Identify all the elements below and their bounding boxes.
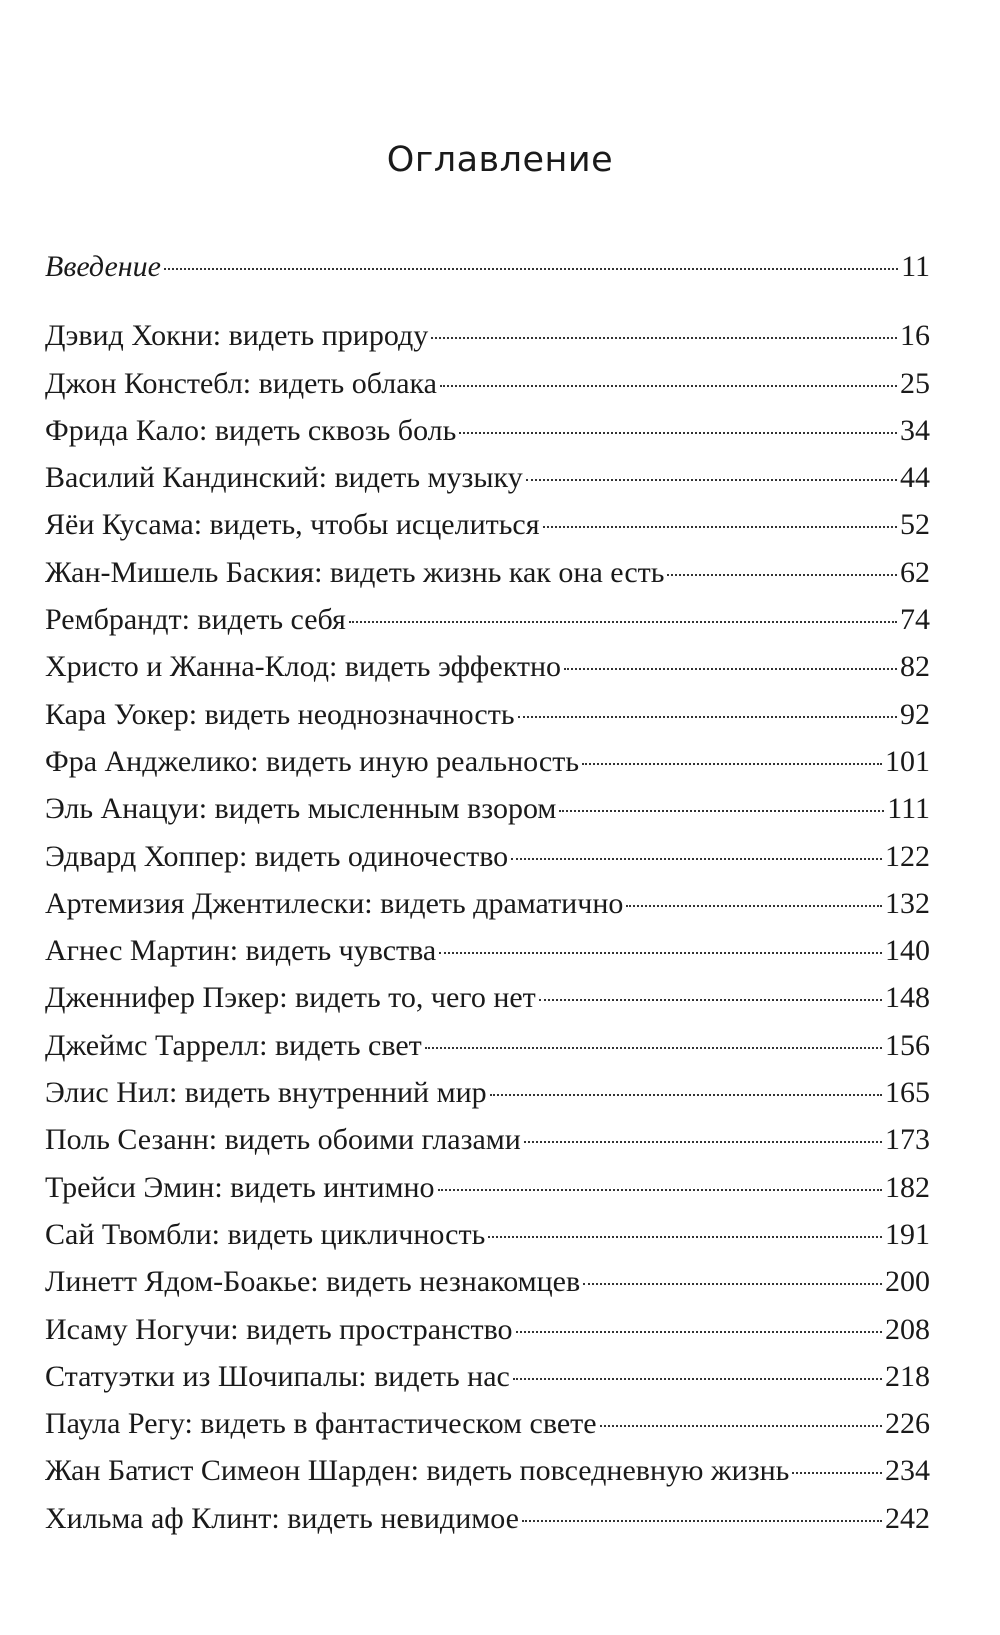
toc-entry-title: Паула Регу: видеть в фантастическом свете (45, 1407, 597, 1441)
dot-leader (440, 385, 897, 387)
toc-entry-title: Элис Нил: видеть внутренний мир (45, 1076, 487, 1110)
toc-entry-page: 92 (900, 697, 930, 731)
toc-entry-page: 25 (900, 366, 930, 400)
dot-leader (438, 1189, 882, 1191)
toc-entry (45, 840, 930, 887)
toc-entry-title: Рембрандт: видеть себя (45, 603, 346, 637)
toc-entry-page: 122 (885, 839, 930, 873)
toc-entry-title: Василий Кандинский: видеть музыку (45, 461, 523, 495)
toc-entry-title: Яёи Кусама: видеть, чтобы исцелиться (45, 508, 540, 542)
toc-entry-page: 200 (885, 1265, 930, 1299)
toc-entry-page: 191 (885, 1217, 930, 1251)
dot-leader (600, 1425, 882, 1427)
toc-entry-title: Фрида Кало: видеть сквозь боль (45, 413, 457, 447)
toc-entry-page: 226 (885, 1407, 930, 1441)
toc-entry-title: Исаму Ногучи: видеть пространство (45, 1312, 513, 1346)
toc-entry-title: Введение (45, 250, 161, 283)
dot-leader (425, 1047, 882, 1049)
toc-entry-title: Дженнифер Пэкер: видеть то, чего нет (45, 981, 536, 1015)
toc-entry-page: 165 (885, 1076, 930, 1110)
toc-entry (45, 1171, 930, 1218)
toc-entry-title: Фра Анджелико: видеть иную реальность (45, 744, 579, 778)
toc-entry-page: 156 (885, 1028, 930, 1062)
toc-entry-page: 182 (885, 1170, 930, 1204)
toc-entry (45, 1218, 930, 1265)
dot-leader (513, 1378, 882, 1380)
dot-leader (524, 1141, 882, 1143)
toc-entry (45, 461, 930, 508)
toc-entry-page: 234 (885, 1454, 930, 1488)
toc-entry (45, 1407, 930, 1454)
toc-entry-page: 62 (900, 555, 930, 589)
toc-entry (45, 934, 930, 981)
dot-leader (439, 952, 882, 954)
toc-entry-page: 44 (900, 461, 930, 495)
dot-leader (431, 337, 897, 339)
toc-entry-page: 140 (885, 934, 930, 968)
toc-entry-title: Трейси Эмин: видеть интимно (45, 1170, 435, 1204)
toc-entry (45, 319, 930, 366)
toc-entry-page: 242 (885, 1501, 930, 1535)
toc-entry-title: Жан-Мишель Баския: видеть жизнь как она есть (45, 555, 665, 589)
table-of-contents (45, 250, 930, 1549)
toc-entry (45, 1029, 930, 1076)
toc-entry (45, 508, 930, 555)
dot-leader (539, 999, 882, 1001)
toc-entry (45, 1360, 930, 1407)
dot-leader (526, 479, 897, 481)
dot-leader (667, 574, 897, 576)
toc-entry (45, 1313, 930, 1360)
toc-entry (45, 792, 930, 839)
toc-entry (45, 556, 930, 603)
dot-leader (626, 905, 882, 907)
toc-entry (45, 1076, 930, 1123)
dot-leader (582, 763, 882, 765)
toc-entry-page: 111 (887, 792, 930, 826)
dot-leader (516, 1331, 882, 1333)
toc-entry-title: Жан Батист Симеон Шарден: видеть повседневную жизнь (45, 1454, 790, 1488)
toc-entry-title: Поль Сезанн: видеть обоими глазами (45, 1123, 521, 1157)
toc-entry (45, 1502, 930, 1549)
toc-entry-title: Джон Констебл: видеть облака (45, 366, 437, 400)
toc-entry-title: Кара Уокер: видеть неоднозначность (45, 697, 515, 731)
toc-entry-page: 52 (900, 508, 930, 542)
toc-entry-title: Христо и Жанна-Клод: видеть эффектно (45, 650, 562, 684)
toc-entry-page: 132 (885, 886, 930, 920)
dot-leader (488, 1236, 882, 1238)
toc-entry (45, 745, 930, 792)
toc-entry-title: Статуэтки из Шочипалы: видеть нас (45, 1359, 510, 1393)
toc-entry-title: Дэвид Хокни: видеть природу (45, 319, 429, 353)
toc-entry (45, 981, 930, 1028)
toc-entry-title: Сай Твомбли: видеть цикличность (45, 1217, 486, 1251)
toc-entry-page: 74 (900, 603, 930, 637)
toc-entry-page: 218 (885, 1359, 930, 1393)
toc-entry-intro (45, 250, 930, 297)
toc-entry-page: 11 (901, 250, 930, 283)
toc-entry (45, 603, 930, 650)
dot-leader (459, 432, 897, 434)
toc-entry (45, 698, 930, 745)
dot-leader (792, 1472, 882, 1474)
dot-leader (349, 621, 897, 623)
toc-entry-title: Хильма аф Клинт: видеть невидимое (45, 1501, 519, 1535)
dot-leader (559, 810, 884, 812)
toc-entry (45, 887, 930, 934)
toc-entry (45, 1123, 930, 1170)
toc-entry-page: 173 (885, 1123, 930, 1157)
toc-entry-page: 208 (885, 1312, 930, 1346)
dot-leader (522, 1520, 882, 1522)
toc-entry-page: 34 (900, 413, 930, 447)
toc-entry (45, 1265, 930, 1312)
toc-entry-title: Артемизия Джентилески: видеть драматично (45, 886, 624, 920)
dot-leader (564, 668, 897, 670)
toc-entry-title: Линетт Ядом-Боакье: видеть незнакомцев (45, 1265, 581, 1299)
dot-leader (511, 858, 882, 860)
dot-leader (518, 716, 897, 718)
toc-entry (45, 414, 930, 461)
toc-entry-title: Агнес Мартин: видеть чувства (45, 934, 437, 968)
toc-entry (45, 1454, 930, 1501)
toc-entry (45, 367, 930, 414)
toc-entry-page: 148 (885, 981, 930, 1015)
dot-leader (490, 1094, 882, 1096)
dot-leader (164, 268, 898, 270)
toc-entry (45, 650, 930, 697)
dot-leader (543, 526, 897, 528)
toc-entry-title: Эдвард Хоппер: видеть одиночество (45, 839, 509, 873)
toc-entry-page: 16 (900, 319, 930, 353)
toc-entry-title: Эль Анацуи: видеть мысленным взором (45, 792, 557, 826)
page-title: Оглавление (386, 140, 614, 180)
dot-leader (583, 1283, 882, 1285)
toc-entry-title: Джеймс Таррелл: видеть свет (45, 1028, 422, 1062)
toc-entry-page: 101 (885, 744, 930, 778)
toc-entry-page: 82 (900, 650, 930, 684)
